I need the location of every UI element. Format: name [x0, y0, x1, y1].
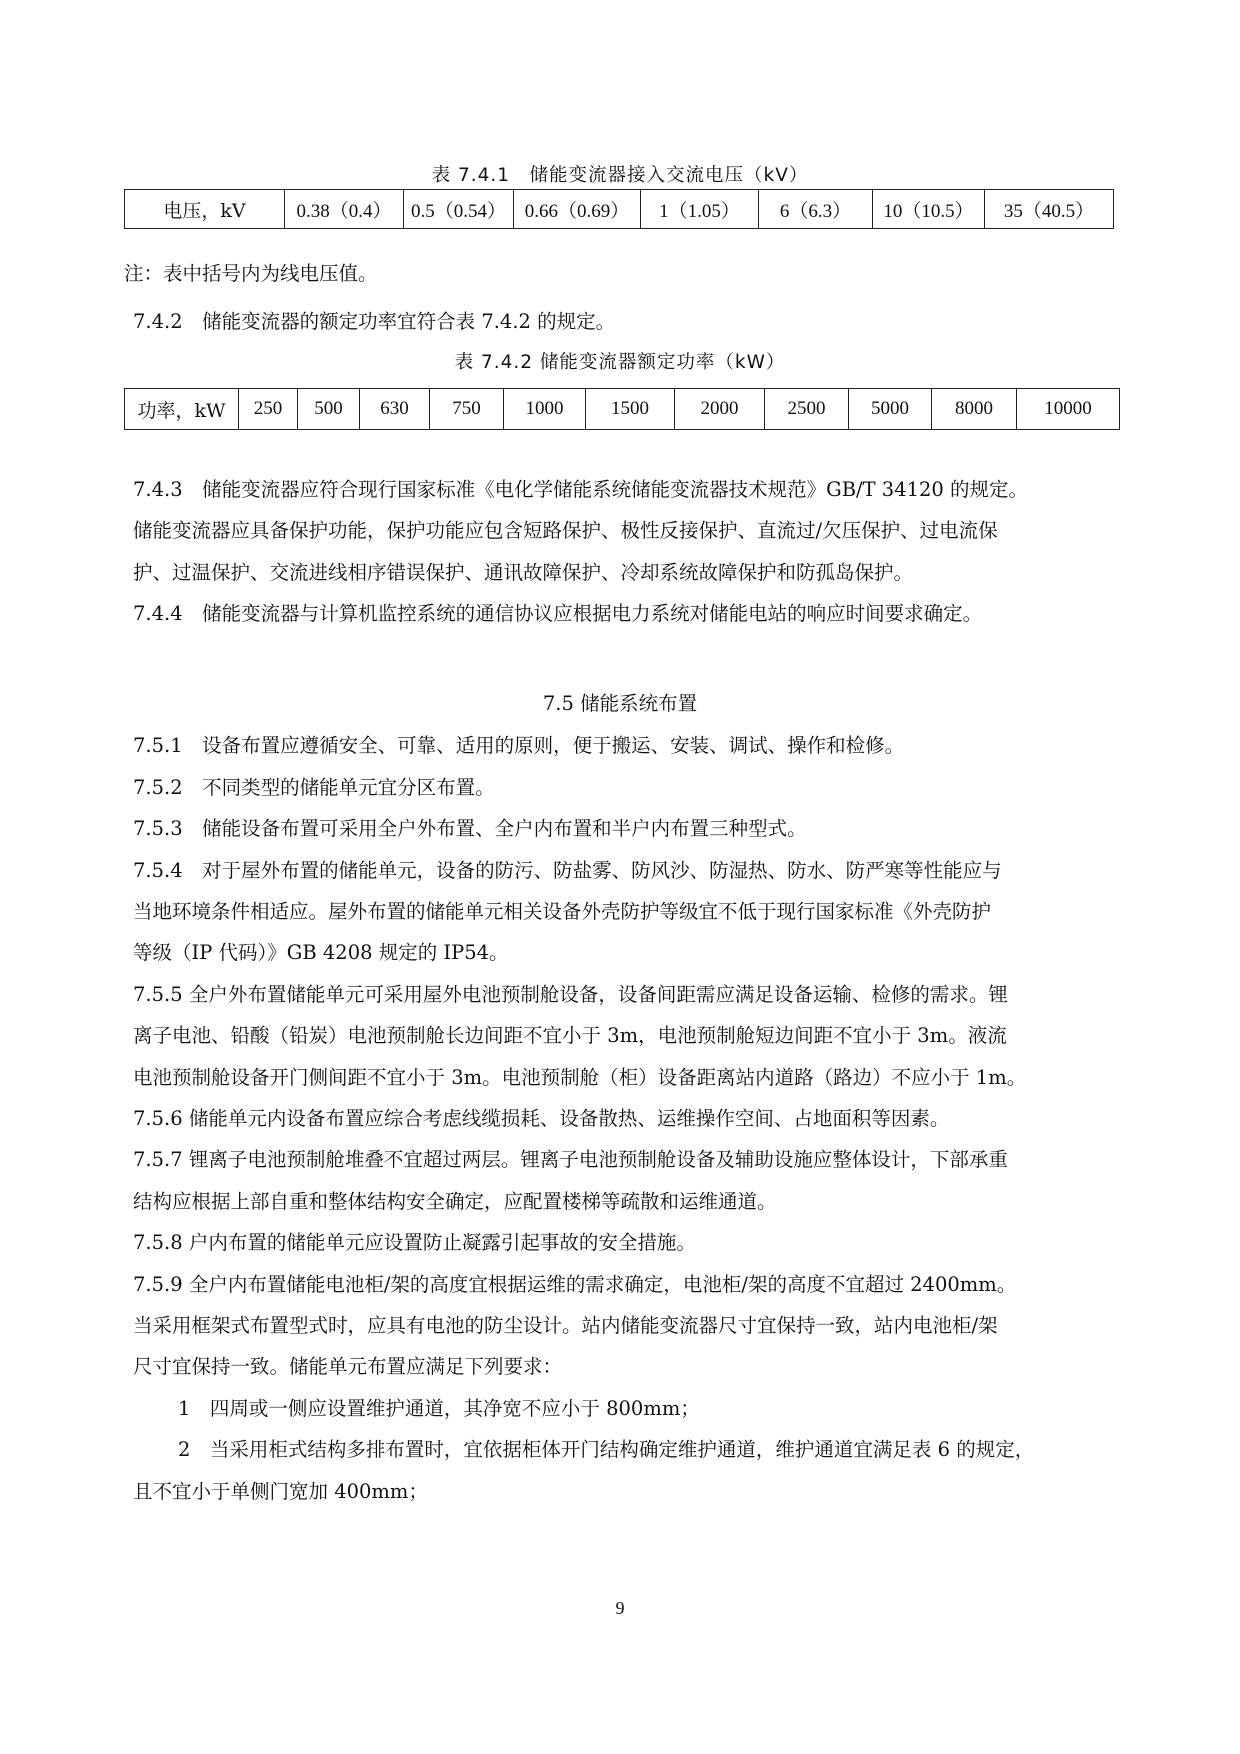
- clause-7-5-7-line-2: 结构应根据上部自重和整体结构安全确定，应配置楼梯等疏散和运维通道。: [133, 1190, 777, 1213]
- clause-7-5-6: 7.5.6 储能单元内设备布置应综合考虑线缆损耗、设备散热、运维操作空间、占地面积等因素。: [133, 1107, 950, 1130]
- clause-7-5-4-line-2: 当地环境条件相适应。屋外布置的储能单元相关设备外壳防护等级宜不低于现行国家标准《外壳防护: [133, 900, 992, 923]
- table-cell: 0.5（0.54）: [404, 190, 514, 229]
- table-cell: 2000: [675, 389, 765, 430]
- table-cell: 1000: [504, 389, 586, 430]
- clause-7-5-3: 7.5.3 储能设备布置可采用全户外布置、全户内布置和半户内布置三种型式。: [133, 817, 807, 840]
- table-cell: 35（40.5）: [985, 190, 1114, 229]
- clause-7-4-3-line-1: 7.4.3 储能变流器应符合现行国家标准《电化学储能系统储能变流器技术规范》GB/T 34120 的规定。: [133, 478, 1029, 501]
- table-cell: 10000: [1017, 389, 1120, 430]
- clause-7-5-4-line-1: 7.5.4 对于屋外布置的储能单元，设备的防污、防盐雾、防风沙、防湿热、防水、防严寒等性能应与: [133, 859, 1002, 882]
- table-header-cell: 电压，kV: [125, 190, 285, 229]
- table-row: [125, 190, 1114, 229]
- table-742-caption: 表 7.4.2 储能变流器额定功率（kW）: [454, 352, 786, 373]
- section-title: 7.5 储能系统布置: [542, 692, 698, 715]
- clause-7-5-1: 7.5.1 设备布置应遵循安全、可靠、适用的原则，便于搬运、安装、调试、操作和检修。: [133, 734, 905, 757]
- clause-7-5-8: 7.5.8 户内布置的储能单元应设置防止凝露引起事故的安全措施。: [133, 1231, 696, 1254]
- clause-7-5-5-line-2: 离子电池、铅酸（铅炭）电池预制舱长边间距不宜小于 3m，电池预制舱短边间距不宜小于 3m。液流: [133, 1024, 1007, 1047]
- page-number: 9: [615, 1598, 625, 1618]
- table-header-cell: 功率，kW: [125, 389, 239, 430]
- table-cell: 500: [298, 389, 360, 430]
- clause-7-5-9-line-3: 尺寸宜保持一致。储能单元布置应满足下列要求：: [133, 1355, 563, 1378]
- table-cell: 0.38（0.4）: [285, 190, 404, 229]
- list-item-1: 1 四周或一侧应设置维护通道，其净宽不应小于 800mm；: [178, 1397, 700, 1420]
- table-cell: 1（1.05）: [641, 190, 759, 229]
- clause-7-5-5-line-1: 7.5.5 全户外布置储能单元可采用屋外电池预制舱设备，设备间距需应满足设备运输、检修的需求。锂: [133, 983, 1008, 1006]
- power-table: [124, 388, 1120, 430]
- voltage-table: [124, 189, 1114, 229]
- table-row: [125, 389, 1120, 430]
- table-cell: 750: [430, 389, 504, 430]
- clause-7-5-9-line-1: 7.5.9 全户内布置储能电池柜/架的高度宜根据运维的需求确定，电池柜/架的高度不宜超过 2400mm。: [133, 1273, 1017, 1296]
- clause-7-5-9-line-2: 当采用框架式布置型式时，应具有电池的防尘设计。站内储能变流器尺寸宜保持一致，站内电池柜/架: [133, 1314, 998, 1337]
- table-cell: 0.66（0.69）: [514, 190, 641, 229]
- table-cell: 6（6.3）: [759, 190, 873, 229]
- clause-7-5-2: 7.5.2 不同类型的储能单元宜分区布置。: [133, 776, 495, 799]
- table-cell: 5000: [849, 389, 932, 430]
- clause-7-5-4-line-3: 等级（IP 代码）》GB 4208 规定的 IP54。: [133, 941, 509, 964]
- list-item-2-line-1: 2 当采用柜式结构多排布置时，宜依据柜体开门结构确定维护通道，维护通道宜满足表 6 的规定，: [178, 1438, 1035, 1461]
- table-cell: 250: [239, 389, 298, 430]
- clause-7-4-3-line-2: 储能变流器应具备保护功能，保护功能应包含短路保护、极性反接保护、直流过/欠压保护、过电流保: [133, 519, 998, 542]
- table-cell: 630: [360, 389, 430, 430]
- list-item-2-line-2: 且不宜小于单侧门宽加 400mm；: [133, 1480, 428, 1503]
- table-cell: 10（10.5）: [873, 190, 985, 229]
- clause-7-5-7-line-1: 7.5.7 锂离子电池预制舱堆叠不宜超过两层。锂离子电池预制舱设备及辅助设施应整体设计，下部承重: [133, 1148, 1008, 1171]
- clause-7-5-5-line-3: 电池预制舱设备开门侧间距不宜小于 3m。电池预制舱（柜）设备距离站内道路（路边）不应小于 1m。: [133, 1066, 1027, 1089]
- table-cell: 2500: [765, 389, 849, 430]
- clause-7-4-3-line-3: 护、过温保护、交流进线相序错误保护、通讯故障保护、冷却系统故障保护和防孤岛保护。: [133, 561, 914, 584]
- clause-7-4-2: 7.4.2 储能变流器的额定功率宜符合表 7.4.2 的规定。: [133, 310, 616, 333]
- table-cell: 8000: [932, 389, 1017, 430]
- table-741-caption: 表 7.4.1 储能变流器接入交流电压（kV）: [431, 165, 809, 186]
- table-741-note: 注：表中括号内为线电压值。: [124, 262, 378, 285]
- table-cell: 1500: [586, 389, 675, 430]
- clause-7-4-4: 7.4.4 储能变流器与计算机监控系统的通信协议应根据电力系统对储能电站的响应时间要求确定。: [133, 602, 983, 625]
